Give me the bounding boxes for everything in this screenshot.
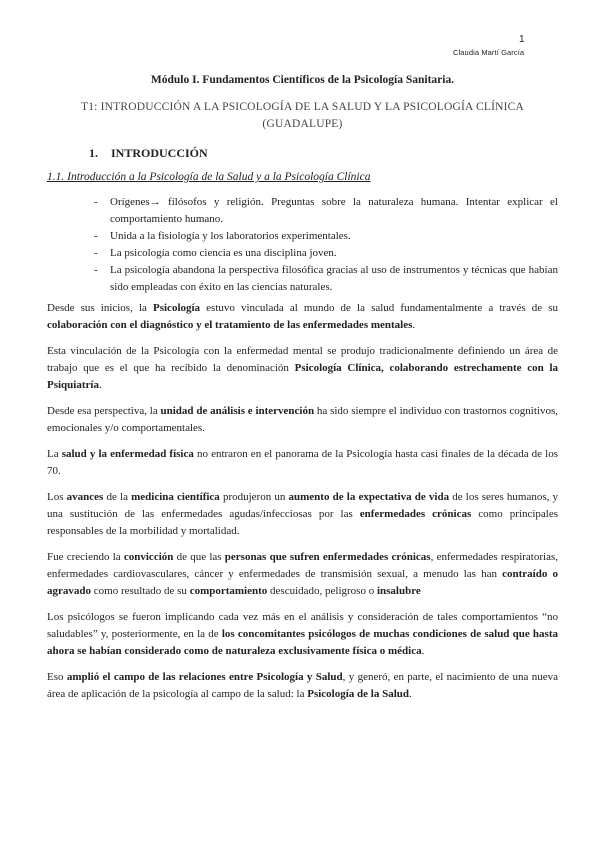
- body-paragraph: [47, 343, 558, 394]
- text-run: como principales responsables de la morbilidad y mortalidad.: [47, 508, 558, 537]
- dash-bullet: -: [94, 264, 98, 276]
- document-body: [47, 72, 558, 712]
- section-number: 1.: [89, 146, 98, 160]
- text-run: de la: [103, 491, 132, 503]
- list-item: [94, 262, 558, 296]
- bold-text: Psicología: [153, 302, 201, 314]
- text-run: Esta vinculación de la Psicología con la enfermedad mental se produjo tradicionalmente definiendo un área de trabajo que es el que ha recibido la denominación: [47, 345, 558, 374]
- bold-text: convicción: [123, 551, 174, 563]
- text-run: de que las: [173, 551, 225, 563]
- section-title: INTRODUCCIÓN: [111, 146, 208, 160]
- subsection-heading: 1.1. Introducción a la Psicología de la Salud y a la Psicología Clínica: [47, 171, 371, 183]
- text-run: Desde sus inicios, la: [47, 302, 153, 314]
- bold-text: medicina científica: [131, 491, 220, 503]
- text-run: , y generó, en parte, el nacimiento de una nueva área de aplicación de la psicología al campo de la salud: la: [47, 671, 558, 700]
- text-run: no entraron en el panorama de la Psicología hasta casi finales de la década de los 70.: [47, 448, 558, 477]
- bold-text: enfermedades crónicas: [359, 508, 472, 520]
- text-run: Los psicólogos se fueron implicando cada vez más en el análisis y consideración de tales comportamientos “no saludables” y, posteriormente, en la de: [47, 611, 558, 640]
- page-number: 1: [519, 34, 525, 45]
- bold-text: Psicología Clínica, colaborando estrechamente con la Psiquiatría: [47, 362, 558, 391]
- bold-text: contraído o agravado: [47, 568, 558, 597]
- document-subtitle: T1: INTRODUCCIÓN A LA PSICOLOGÍA DE LA SALUD Y LA PSICOLOGÍA CLÍNICA (GUADALUPE): [80, 101, 525, 130]
- dash-bullet: -: [94, 230, 98, 242]
- bold-text: los concomitantes psicólogos de muchas condiciones de salud que hasta ahora se habían considerado como de naturaleza exclusivamente física o médica: [47, 628, 558, 657]
- bullet-list: [47, 194, 558, 296]
- document-title: Módulo I. Fundamentos Científicos de la Psicología Sanitaria.: [150, 74, 455, 86]
- bold-text: unidad de análisis e intervención: [160, 405, 315, 417]
- text-run: como resultado de su: [91, 585, 190, 597]
- body-paragraph: [47, 549, 558, 600]
- text-run: produjeron un: [219, 491, 289, 503]
- text-run: .: [409, 688, 412, 700]
- text-run: .: [421, 645, 425, 657]
- text-run: Desde esa perspectiva, la: [47, 405, 161, 417]
- list-item: [94, 194, 558, 228]
- text-run: , enfermedades respiratorias, enfermedades cardiovasculares, cáncer y enfermedades de transmisión sexual, a menudo las han: [47, 551, 558, 580]
- text-run: ha sido siempre el individuo con trastornos cognitivos, emocionales y/o comportamentales.: [47, 405, 558, 434]
- text-run: Eso: [47, 671, 67, 683]
- list-item-text: La psicología como ciencia es una disciplina joven.: [110, 247, 337, 259]
- text-run: La: [47, 448, 62, 460]
- text-run: descuidado, peligroso o: [267, 585, 377, 597]
- paragraphs: [47, 300, 558, 703]
- body-paragraph: [47, 669, 558, 703]
- list-item-text: Unida a la fisiología y los laboratorios experimentales.: [110, 230, 351, 242]
- bold-text: personas que sufren enfermedades crónicas: [224, 551, 431, 563]
- list-item-text: Orígenes→ filósofos y religión. Preguntas sobre la naturaleza humana. Intentar explicar el comportamiento humano.: [110, 196, 558, 225]
- author-name: Claudia Martí García: [453, 48, 525, 57]
- body-paragraph: [47, 403, 558, 437]
- bold-text: amplió el campo de las relaciones entre Psicología y Salud: [66, 671, 343, 683]
- bold-text: avances: [66, 491, 104, 503]
- text-run: estuvo vinculada al mundo de la salud fundamentalmente a través de su: [200, 302, 558, 314]
- bold-text: comportamiento: [189, 585, 268, 597]
- body-paragraph: [47, 300, 558, 334]
- list-item: [94, 228, 558, 245]
- section-heading: [89, 145, 558, 162]
- text-run: Fue creciendo la: [47, 551, 124, 563]
- bold-text: colaboración con el diagnóstico y el tratamiento de las enfermedades mentales: [47, 319, 413, 331]
- text-run: de los seres humanos, y una sustitución de las enfermedades agudas/infecciosas por las: [47, 491, 559, 520]
- list-item-text: La psicología abandona la perspectiva filosófica gracias al uso de instrumentos y técnicas que habían sido empleadas con éxito en las ciencias naturales.: [110, 264, 558, 293]
- body-paragraph: [47, 446, 558, 480]
- dash-bullet: -: [94, 196, 98, 208]
- body-paragraph: [47, 489, 558, 540]
- body-paragraph: [47, 609, 558, 660]
- text-run: Los: [47, 491, 67, 503]
- bold-text: aumento de la expectativa de vida: [288, 491, 450, 503]
- bold-text: Psicología de la Salud: [307, 688, 409, 700]
- dash-bullet: -: [94, 247, 98, 259]
- bold-text: salud y la enfermedad física: [61, 448, 194, 460]
- text-run: .: [98, 379, 102, 391]
- bold-text: insalubre: [376, 585, 421, 597]
- list-item: [94, 245, 558, 262]
- text-run: .: [412, 319, 416, 331]
